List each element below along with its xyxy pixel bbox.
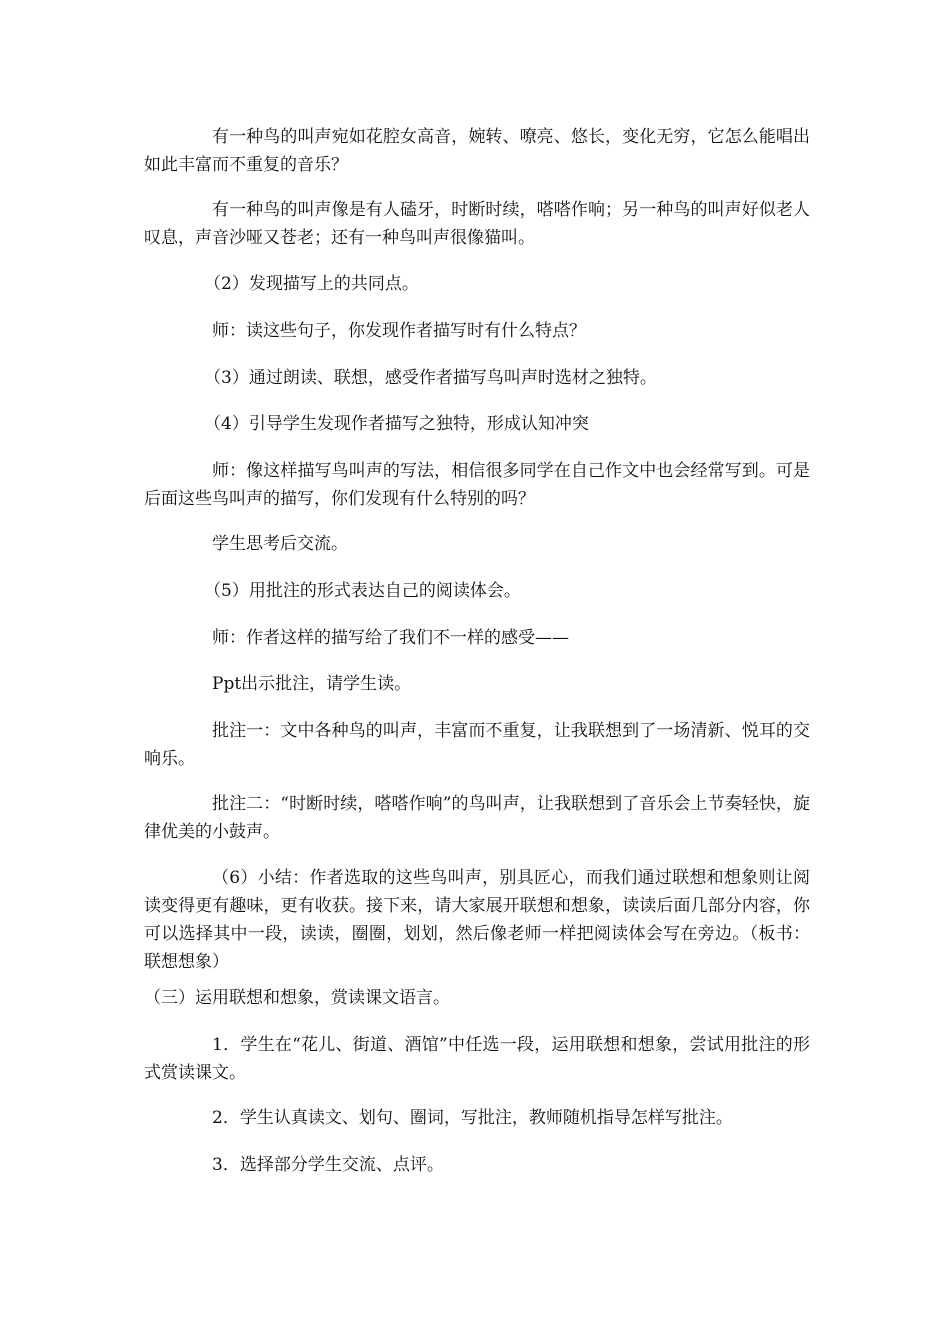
paragraph-1: 有一种鸟的叫声宛如花腔女高音，婉转、嘹亮、悠长，变化无穷，它怎么能唱出如此丰富而不重复的音乐？ bbox=[144, 127, 810, 175]
paragraph-6: （4）引导学生发现作者描写之独特，形成认知冲突 bbox=[204, 414, 589, 434]
paragraph-17: 2．学生认真读文、划句、圈词，写批注，教师随机指导怎样写批注。 bbox=[212, 1108, 733, 1128]
paragraph-2: 有一种鸟的叫声像是有人磕牙，时断时续，嗒嗒作响；另一种鸟的叫声好似老人叹息，声音沙哑又苍老；还有一种鸟叫声很像猫叫。 bbox=[144, 200, 810, 248]
paragraph-5: （3）通过朗读、联想，感受作者描写鸟叫声时选材之独特。 bbox=[204, 368, 657, 388]
section-heading: （三）运用联想和想象，赏读课文语言。 bbox=[144, 988, 450, 1008]
paragraph-18: 3．选择部分学生交流、点评。 bbox=[212, 1155, 444, 1175]
paragraph-8: 学生思考后交流。 bbox=[212, 534, 348, 554]
paragraph-11: Ppt出示批注，请学生读。 bbox=[212, 674, 412, 694]
paragraph-9: （5）用批注的形式表达自己的阅读体会。 bbox=[204, 581, 521, 601]
paragraph-16: 1．学生在“花儿、街道、酒馆”中任选一段，运用联想和想象，尝试用批注的形式赏读课文。 bbox=[144, 1035, 810, 1083]
paragraph-7: 师：像这样描写鸟叫声的写法，相信很多同学在自己作文中也会经常写到。可是后面这些鸟叫声的描写，你们发现有什么特别的吗？ bbox=[144, 461, 810, 509]
paragraph-3: （2）发现描写上的共同点。 bbox=[204, 274, 419, 294]
paragraph-12: 批注一：文中各种鸟的叫声，丰富而不重复，让我联想到了一场清新、悦耳的交响乐。 bbox=[144, 721, 810, 769]
paragraph-13: 批注二：“时断时续，嗒嗒作响”的鸟叫声，让我联想到了音乐会上节奏轻快，旋律优美的小鼓声。 bbox=[144, 794, 810, 842]
paragraph-4: 师：读这些句子，你发现作者描写时有什么特点？ bbox=[212, 321, 586, 341]
paragraph-10: 师：作者这样的描写给了我们不一样的感受—— bbox=[212, 628, 569, 648]
paragraph-14: （6）小结：作者选取的这些鸟叫声，别具匠心，而我们通过联想和想象则让阅读变得更有趣味，更有收获。接下来，请大家展开联想和想象，读读后面几部分内容，你可以选择其中一段，读读，圈圈，划划，然后像老师一样把阅读体会写在旁边。（板书：联想想象） bbox=[144, 868, 810, 972]
